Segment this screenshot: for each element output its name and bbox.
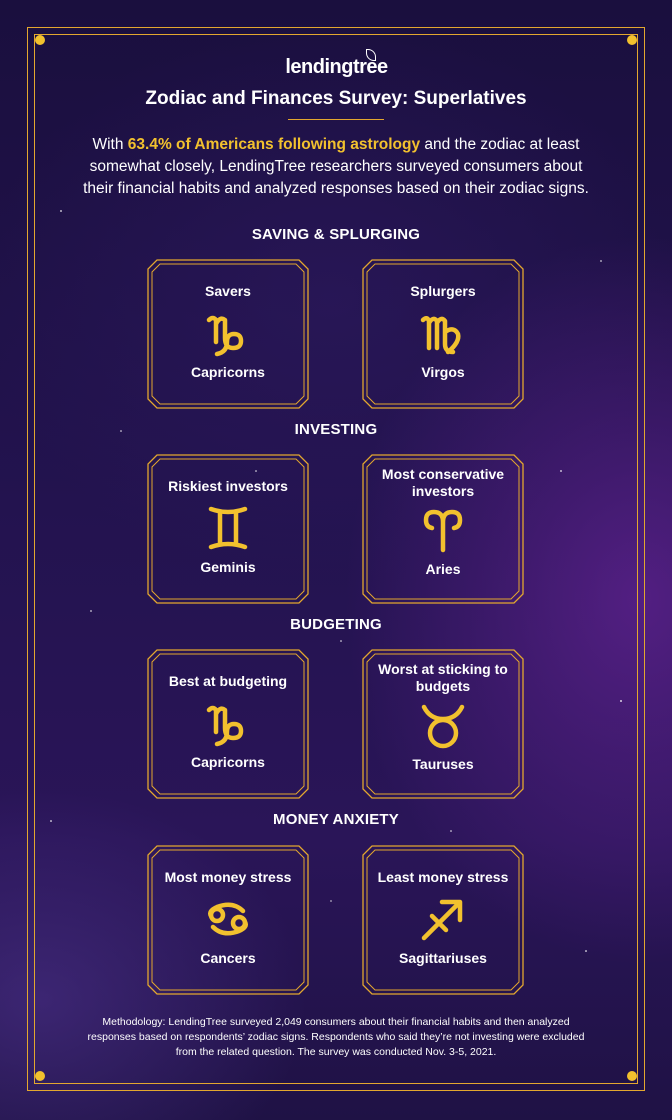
- card-sign: Sagittariuses: [399, 950, 487, 966]
- card-label: Most conservative investors: [381, 466, 505, 499]
- superlative-card: [362, 649, 524, 799]
- card-label: Most money stress: [164, 869, 292, 885]
- capricorn-icon: [203, 308, 253, 358]
- corner-dot: [627, 1071, 637, 1081]
- intro-text: With: [92, 136, 128, 153]
- cancer-icon: [203, 894, 253, 944]
- page-title: Zodiac and Finances Survey: Superlatives: [145, 88, 527, 109]
- aries-icon: [418, 506, 468, 556]
- card-sign: Cancers: [200, 950, 256, 966]
- superlative-card: [147, 454, 309, 604]
- card-sign: Capricorns: [191, 364, 265, 380]
- section-heading: SAVING & SPLURGING: [251, 226, 421, 243]
- corner-dot: [35, 1071, 45, 1081]
- card-label: Savers: [205, 283, 251, 299]
- superlative-card: [362, 454, 524, 604]
- intro-highlight: 63.4% of Americans following astrology: [127, 136, 421, 153]
- card-label: Worst at sticking to budgets: [378, 661, 508, 694]
- methodology-note: Methodology: LendingTree surveyed 2,049 consumers about their financial habits and then analyzed responses based on respondents’ zodiac signs. Respondents who said they’re not investing were excluded from the related question. The survey was conducted Nov. 3-5, 2021.: [87, 1016, 585, 1058]
- capricorn-icon: [203, 698, 253, 748]
- virgo-icon: [418, 308, 468, 358]
- superlative-card: [362, 259, 524, 409]
- superlative-card: [147, 649, 309, 799]
- sagittarius-icon: [418, 894, 468, 944]
- card-sign: Geminis: [200, 559, 256, 575]
- taurus-icon: [418, 701, 468, 751]
- section-heading: BUDGETING: [290, 616, 382, 633]
- card-label: Least money stress: [377, 869, 509, 885]
- title-divider: [288, 119, 384, 120]
- intro-paragraph: [80, 134, 592, 200]
- card-sign: Aries: [425, 561, 461, 577]
- corner-dot: [35, 35, 45, 45]
- card-label: Splurgers: [410, 283, 476, 299]
- superlative-card: [362, 845, 524, 995]
- superlative-card: [147, 845, 309, 995]
- lendingtree-logo: [0, 56, 672, 79]
- section-heading: INVESTING: [294, 421, 378, 438]
- gemini-icon: [203, 503, 253, 553]
- section-heading: MONEY ANXIETY: [273, 811, 399, 828]
- card-sign: Capricorns: [191, 754, 265, 770]
- corner-dot: [627, 35, 637, 45]
- card-label: Riskiest investors: [168, 478, 288, 494]
- superlative-card: [147, 259, 309, 409]
- intro-text: and the zodiac at least somewhat closely, LendingTree researchers surveyed consumers about their financial habits and analyzed responses based on their zodiac signs.: [83, 136, 589, 197]
- card-sign: Tauruses: [412, 756, 474, 772]
- card-sign: Virgos: [421, 364, 465, 380]
- logo-text: lendingtree: [285, 56, 388, 78]
- card-label: Best at budgeting: [168, 673, 288, 689]
